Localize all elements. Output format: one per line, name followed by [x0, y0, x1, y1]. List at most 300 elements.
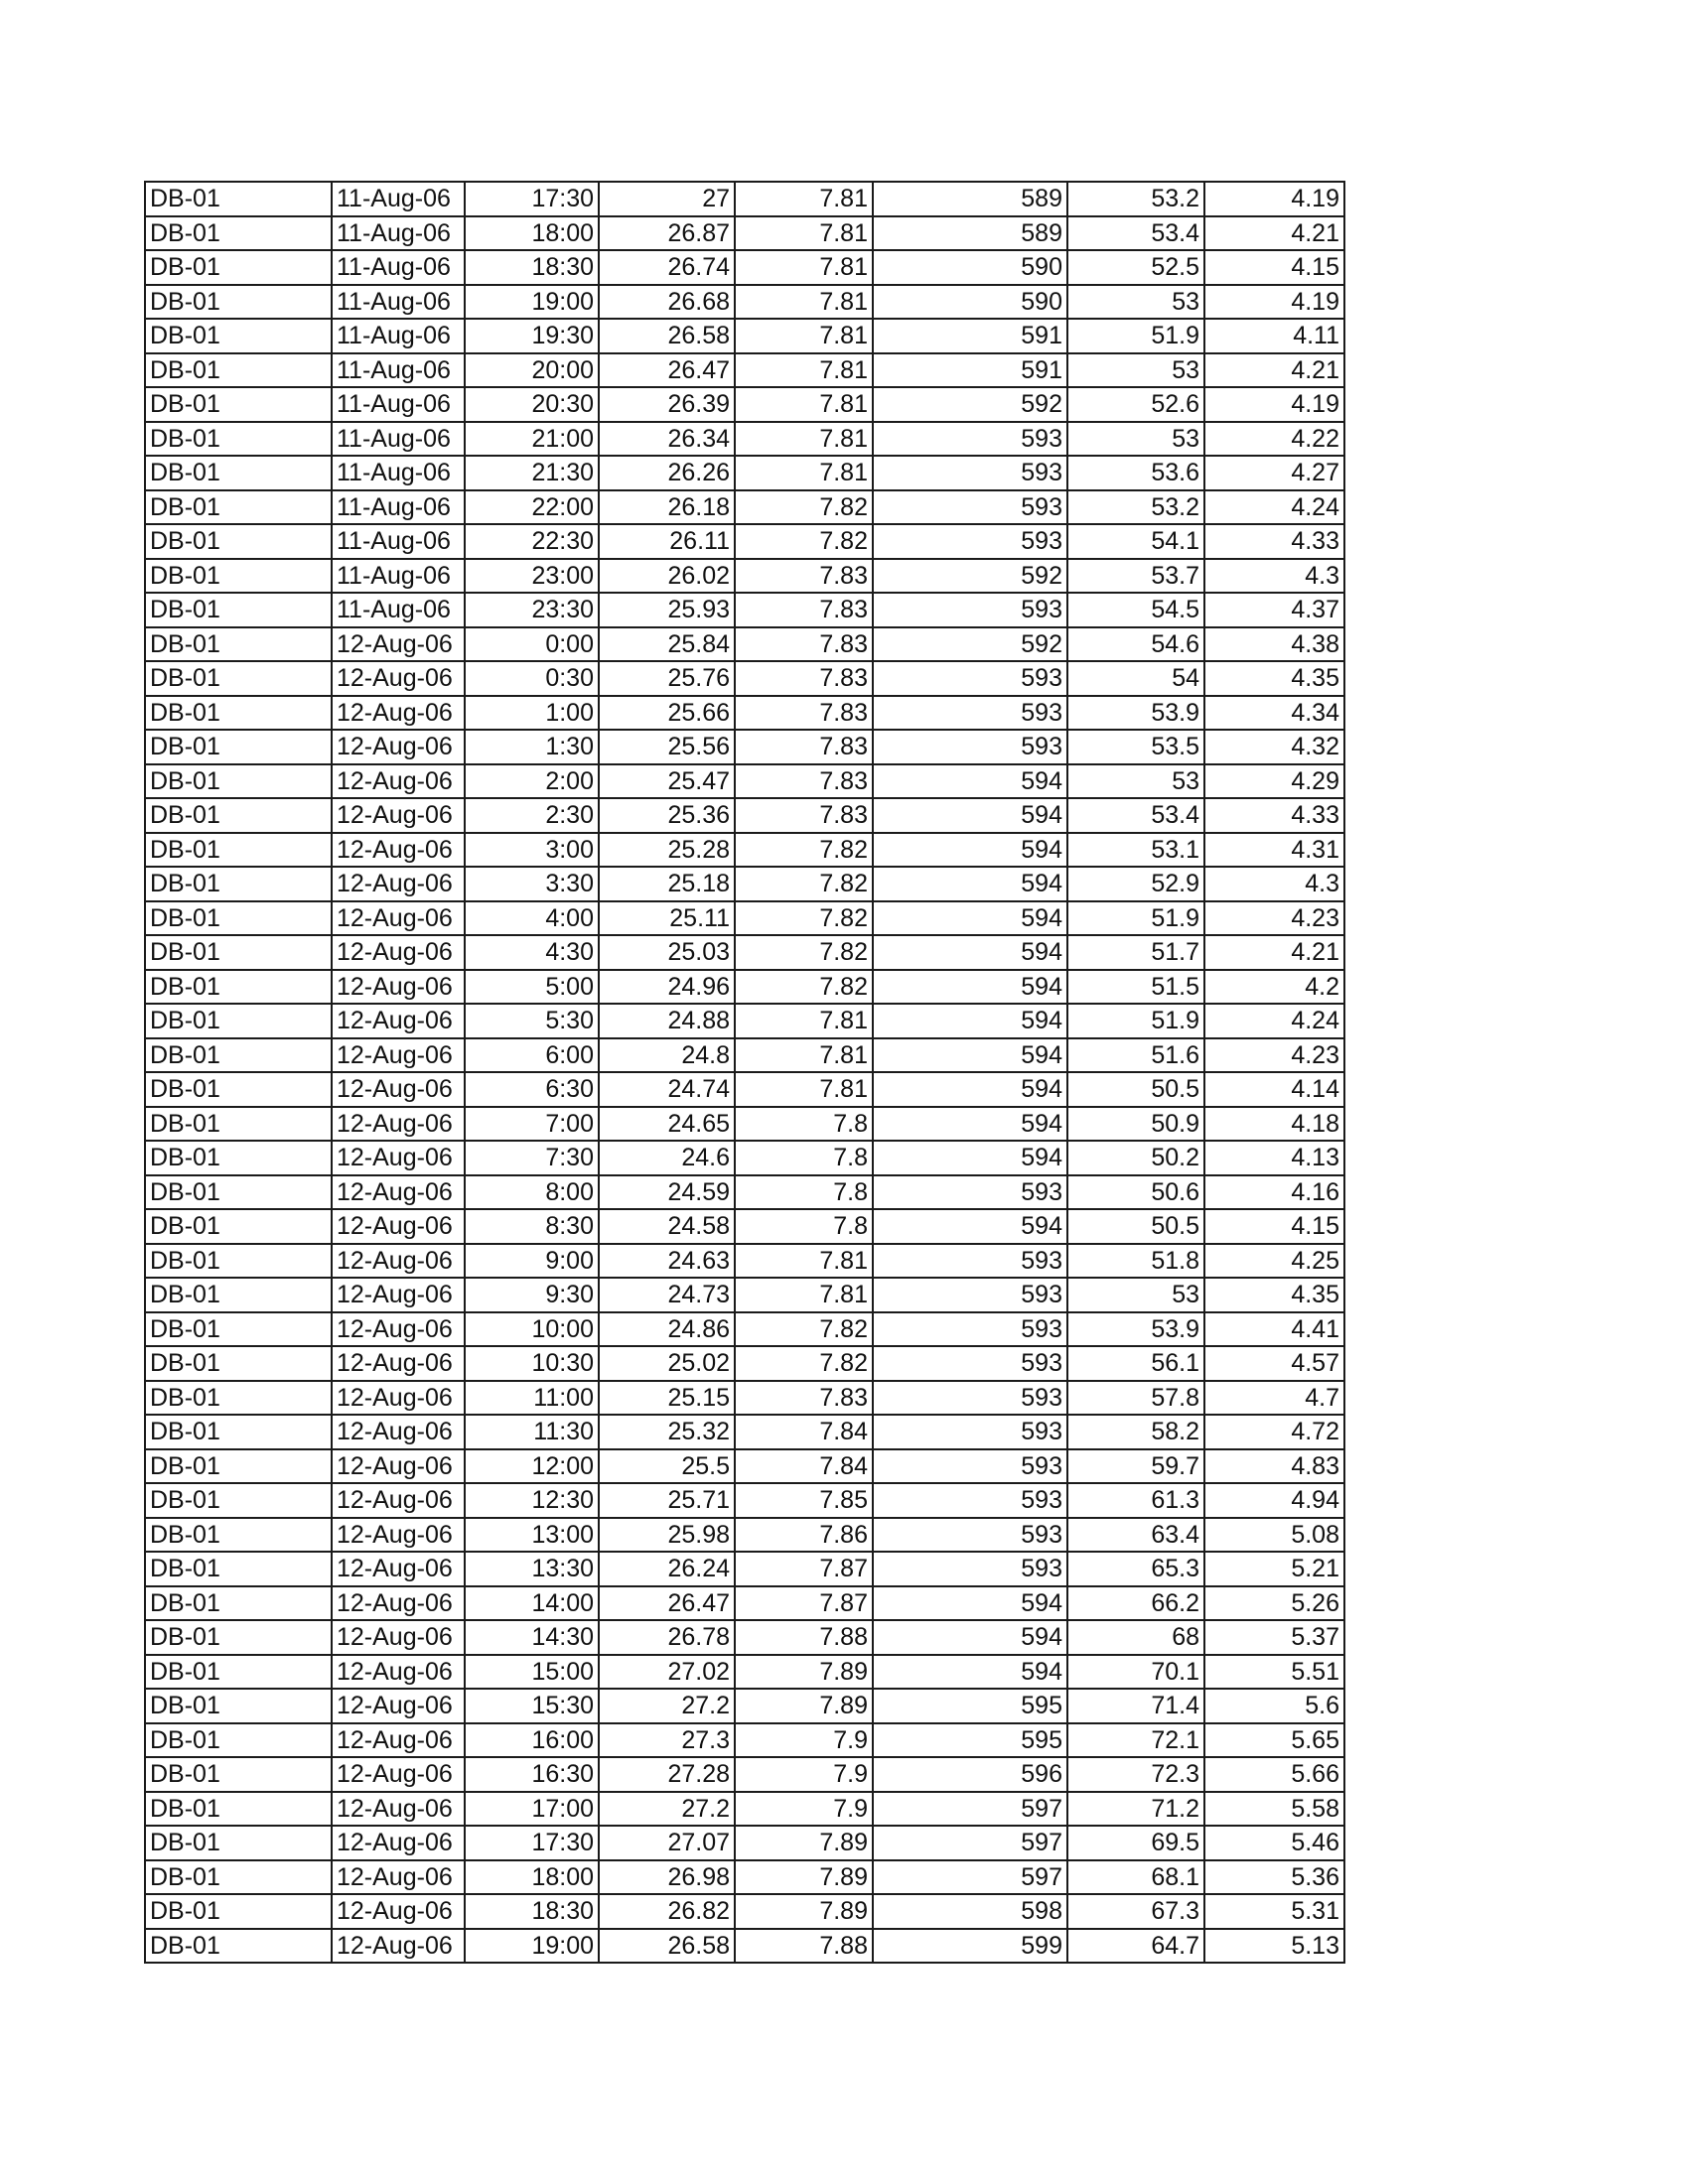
station-id-cell: DB-01 — [145, 1244, 332, 1279]
value-2-cell: 7.83 — [735, 627, 873, 662]
value-4-cell: 52.6 — [1067, 387, 1204, 422]
value-5-cell: 5.65 — [1204, 1723, 1344, 1758]
value-2-cell: 7.8 — [735, 1141, 873, 1175]
date-cell: 12-Aug-06 — [332, 833, 465, 868]
station-id-cell: DB-01 — [145, 833, 332, 868]
value-5-cell: 4.33 — [1204, 798, 1344, 833]
date-cell: 12-Aug-06 — [332, 661, 465, 696]
date-cell: 12-Aug-06 — [332, 1312, 465, 1347]
value-2-cell: 7.82 — [735, 833, 873, 868]
value-1-cell: 26.82 — [599, 1894, 735, 1929]
value-3-cell: 594 — [873, 1655, 1067, 1690]
value-2-cell: 7.83 — [735, 764, 873, 799]
time-cell: 23:30 — [465, 593, 599, 627]
value-1-cell: 26.34 — [599, 422, 735, 457]
value-3-cell: 593 — [873, 490, 1067, 525]
value-3-cell: 593 — [873, 1175, 1067, 1210]
table-row — [145, 182, 1344, 216]
table-row — [145, 250, 1344, 285]
date-cell: 12-Aug-06 — [332, 798, 465, 833]
table-row — [145, 1381, 1344, 1416]
table-row — [145, 1209, 1344, 1244]
date-cell: 12-Aug-06 — [332, 1244, 465, 1279]
value-2-cell: 7.81 — [735, 1244, 873, 1279]
time-cell: 14:30 — [465, 1620, 599, 1655]
date-cell: 12-Aug-06 — [332, 935, 465, 970]
value-1-cell: 26.18 — [599, 490, 735, 525]
value-2-cell: 7.9 — [735, 1757, 873, 1792]
value-4-cell: 61.3 — [1067, 1483, 1204, 1518]
value-4-cell: 53 — [1067, 1278, 1204, 1312]
value-2-cell: 7.89 — [735, 1826, 873, 1860]
value-4-cell: 51.9 — [1067, 319, 1204, 353]
value-2-cell: 7.8 — [735, 1175, 873, 1210]
time-cell: 13:30 — [465, 1552, 599, 1586]
value-3-cell: 594 — [873, 935, 1067, 970]
station-id-cell: DB-01 — [145, 182, 332, 216]
value-4-cell: 53.4 — [1067, 216, 1204, 251]
value-4-cell: 53 — [1067, 764, 1204, 799]
value-4-cell: 53 — [1067, 353, 1204, 388]
value-1-cell: 26.78 — [599, 1620, 735, 1655]
station-id-cell: DB-01 — [145, 901, 332, 936]
value-4-cell: 68 — [1067, 1620, 1204, 1655]
time-cell: 10:30 — [465, 1346, 599, 1381]
date-cell: 12-Aug-06 — [332, 1175, 465, 1210]
value-1-cell: 27.2 — [599, 1792, 735, 1827]
value-3-cell: 594 — [873, 1586, 1067, 1621]
value-3-cell: 593 — [873, 1244, 1067, 1279]
date-cell: 12-Aug-06 — [332, 1004, 465, 1038]
time-cell: 22:30 — [465, 524, 599, 559]
time-cell: 7:30 — [465, 1141, 599, 1175]
value-5-cell: 4.23 — [1204, 901, 1344, 936]
value-2-cell: 7.89 — [735, 1655, 873, 1690]
value-3-cell: 594 — [873, 1209, 1067, 1244]
value-5-cell: 4.31 — [1204, 833, 1344, 868]
table-row — [145, 1072, 1344, 1107]
value-3-cell: 595 — [873, 1723, 1067, 1758]
station-id-cell: DB-01 — [145, 1038, 332, 1073]
time-cell: 1:00 — [465, 696, 599, 731]
station-id-cell: DB-01 — [145, 1620, 332, 1655]
value-3-cell: 592 — [873, 627, 1067, 662]
time-cell: 18:30 — [465, 250, 599, 285]
value-3-cell: 594 — [873, 798, 1067, 833]
value-5-cell: 4.72 — [1204, 1415, 1344, 1449]
station-id-cell: DB-01 — [145, 764, 332, 799]
date-cell: 11-Aug-06 — [332, 593, 465, 627]
table-row — [145, 1312, 1344, 1347]
value-1-cell: 26.87 — [599, 216, 735, 251]
value-3-cell: 593 — [873, 1449, 1067, 1484]
value-4-cell: 59.7 — [1067, 1449, 1204, 1484]
value-4-cell: 50.2 — [1067, 1141, 1204, 1175]
value-3-cell: 593 — [873, 1415, 1067, 1449]
table-row — [145, 627, 1344, 662]
value-5-cell: 4.24 — [1204, 490, 1344, 525]
value-3-cell: 592 — [873, 559, 1067, 594]
date-cell: 11-Aug-06 — [332, 285, 465, 320]
value-4-cell: 51.9 — [1067, 901, 1204, 936]
table-row — [145, 1689, 1344, 1723]
station-id-cell: DB-01 — [145, 490, 332, 525]
time-cell: 4:30 — [465, 935, 599, 970]
value-4-cell: 50.5 — [1067, 1072, 1204, 1107]
station-id-cell: DB-01 — [145, 1072, 332, 1107]
value-1-cell: 26.24 — [599, 1552, 735, 1586]
date-cell: 11-Aug-06 — [332, 319, 465, 353]
value-3-cell: 593 — [873, 524, 1067, 559]
value-2-cell: 7.88 — [735, 1929, 873, 1964]
date-cell: 12-Aug-06 — [332, 1929, 465, 1964]
value-5-cell: 5.37 — [1204, 1620, 1344, 1655]
value-4-cell: 67.3 — [1067, 1894, 1204, 1929]
value-2-cell: 7.82 — [735, 524, 873, 559]
date-cell: 11-Aug-06 — [332, 559, 465, 594]
table-row — [145, 1792, 1344, 1827]
value-1-cell: 27.28 — [599, 1757, 735, 1792]
station-id-cell: DB-01 — [145, 285, 332, 320]
value-2-cell: 7.81 — [735, 456, 873, 490]
time-cell: 1:30 — [465, 730, 599, 764]
date-cell: 11-Aug-06 — [332, 250, 465, 285]
time-cell: 23:00 — [465, 559, 599, 594]
value-4-cell: 51.8 — [1067, 1244, 1204, 1279]
date-cell: 12-Aug-06 — [332, 970, 465, 1005]
table-row — [145, 216, 1344, 251]
station-id-cell: DB-01 — [145, 456, 332, 490]
time-cell: 2:30 — [465, 798, 599, 833]
table-row — [145, 970, 1344, 1005]
date-cell: 11-Aug-06 — [332, 387, 465, 422]
value-4-cell: 57.8 — [1067, 1381, 1204, 1416]
date-cell: 12-Aug-06 — [332, 1038, 465, 1073]
station-id-cell: DB-01 — [145, 1689, 332, 1723]
value-5-cell: 4.19 — [1204, 387, 1344, 422]
value-5-cell: 4.83 — [1204, 1449, 1344, 1484]
value-1-cell: 26.58 — [599, 1929, 735, 1964]
value-1-cell: 25.02 — [599, 1346, 735, 1381]
table-row — [145, 1586, 1344, 1621]
value-1-cell: 27.2 — [599, 1689, 735, 1723]
table-row — [145, 1894, 1344, 1929]
value-1-cell: 25.93 — [599, 593, 735, 627]
table-row — [145, 593, 1344, 627]
value-5-cell: 4.16 — [1204, 1175, 1344, 1210]
time-cell: 6:00 — [465, 1038, 599, 1073]
value-2-cell: 7.84 — [735, 1449, 873, 1484]
table-row — [145, 456, 1344, 490]
value-3-cell: 591 — [873, 353, 1067, 388]
value-5-cell: 4.24 — [1204, 1004, 1344, 1038]
value-3-cell: 595 — [873, 1689, 1067, 1723]
station-id-cell: DB-01 — [145, 1312, 332, 1347]
station-id-cell: DB-01 — [145, 1209, 332, 1244]
date-cell: 12-Aug-06 — [332, 1689, 465, 1723]
value-5-cell: 4.35 — [1204, 1278, 1344, 1312]
value-3-cell: 594 — [873, 764, 1067, 799]
date-cell: 12-Aug-06 — [332, 901, 465, 936]
table-row — [145, 1346, 1344, 1381]
value-1-cell: 24.88 — [599, 1004, 735, 1038]
station-id-cell: DB-01 — [145, 319, 332, 353]
time-cell: 17:30 — [465, 182, 599, 216]
value-3-cell: 593 — [873, 593, 1067, 627]
value-3-cell: 597 — [873, 1792, 1067, 1827]
date-cell: 12-Aug-06 — [332, 1072, 465, 1107]
table-row — [145, 353, 1344, 388]
value-3-cell: 594 — [873, 1004, 1067, 1038]
date-cell: 12-Aug-06 — [332, 1860, 465, 1895]
table-row — [145, 935, 1344, 970]
value-4-cell: 69.5 — [1067, 1826, 1204, 1860]
time-cell: 17:00 — [465, 1792, 599, 1827]
station-id-cell: DB-01 — [145, 1655, 332, 1690]
date-cell: 12-Aug-06 — [332, 1141, 465, 1175]
date-cell: 11-Aug-06 — [332, 216, 465, 251]
value-5-cell: 4.23 — [1204, 1038, 1344, 1073]
time-cell: 8:00 — [465, 1175, 599, 1210]
time-cell: 5:00 — [465, 970, 599, 1005]
time-cell: 21:30 — [465, 456, 599, 490]
value-3-cell: 594 — [873, 833, 1067, 868]
time-cell: 16:30 — [465, 1757, 599, 1792]
value-1-cell: 24.96 — [599, 970, 735, 1005]
table-row — [145, 1038, 1344, 1073]
station-id-cell: DB-01 — [145, 1552, 332, 1586]
table-row — [145, 285, 1344, 320]
value-5-cell: 5.08 — [1204, 1518, 1344, 1553]
value-5-cell: 5.51 — [1204, 1655, 1344, 1690]
value-3-cell: 593 — [873, 456, 1067, 490]
station-id-cell: DB-01 — [145, 1107, 332, 1142]
date-cell: 11-Aug-06 — [332, 490, 465, 525]
date-cell: 12-Aug-06 — [332, 1278, 465, 1312]
station-id-cell: DB-01 — [145, 524, 332, 559]
value-4-cell: 50.6 — [1067, 1175, 1204, 1210]
value-5-cell: 4.21 — [1204, 935, 1344, 970]
value-1-cell: 25.32 — [599, 1415, 735, 1449]
value-5-cell: 4.33 — [1204, 524, 1344, 559]
value-4-cell: 71.2 — [1067, 1792, 1204, 1827]
time-cell: 15:30 — [465, 1689, 599, 1723]
value-1-cell: 25.84 — [599, 627, 735, 662]
date-cell: 12-Aug-06 — [332, 1620, 465, 1655]
table-row — [145, 559, 1344, 594]
date-cell: 12-Aug-06 — [332, 1449, 465, 1484]
station-id-cell: DB-01 — [145, 730, 332, 764]
value-5-cell: 4.38 — [1204, 627, 1344, 662]
time-cell: 9:30 — [465, 1278, 599, 1312]
station-id-cell: DB-01 — [145, 1929, 332, 1964]
value-5-cell: 4.19 — [1204, 285, 1344, 320]
value-4-cell: 51.5 — [1067, 970, 1204, 1005]
time-cell: 14:00 — [465, 1586, 599, 1621]
value-3-cell: 593 — [873, 1278, 1067, 1312]
value-2-cell: 7.83 — [735, 559, 873, 594]
value-1-cell: 25.76 — [599, 661, 735, 696]
value-5-cell: 4.21 — [1204, 216, 1344, 251]
value-1-cell: 25.15 — [599, 1381, 735, 1416]
value-2-cell: 7.87 — [735, 1552, 873, 1586]
value-4-cell: 53.5 — [1067, 730, 1204, 764]
date-cell: 12-Aug-06 — [332, 1107, 465, 1142]
value-2-cell: 7.81 — [735, 182, 873, 216]
value-4-cell: 52.5 — [1067, 250, 1204, 285]
value-5-cell: 5.36 — [1204, 1860, 1344, 1895]
value-4-cell: 70.1 — [1067, 1655, 1204, 1690]
date-cell: 12-Aug-06 — [332, 696, 465, 731]
value-4-cell: 53.7 — [1067, 559, 1204, 594]
value-4-cell: 53 — [1067, 285, 1204, 320]
value-3-cell: 593 — [873, 1346, 1067, 1381]
value-2-cell: 7.82 — [735, 867, 873, 901]
value-3-cell: 590 — [873, 285, 1067, 320]
value-4-cell: 51.7 — [1067, 935, 1204, 970]
value-5-cell: 5.46 — [1204, 1826, 1344, 1860]
table-row — [145, 490, 1344, 525]
value-1-cell: 24.65 — [599, 1107, 735, 1142]
station-id-cell: DB-01 — [145, 1586, 332, 1621]
value-5-cell: 4.21 — [1204, 353, 1344, 388]
table-row — [145, 730, 1344, 764]
date-cell: 12-Aug-06 — [332, 1655, 465, 1690]
value-1-cell: 26.26 — [599, 456, 735, 490]
value-2-cell: 7.8 — [735, 1209, 873, 1244]
station-id-cell: DB-01 — [145, 250, 332, 285]
station-id-cell: DB-01 — [145, 422, 332, 457]
value-5-cell: 5.66 — [1204, 1757, 1344, 1792]
value-5-cell: 4.41 — [1204, 1312, 1344, 1347]
value-3-cell: 599 — [873, 1929, 1067, 1964]
table-row — [145, 387, 1344, 422]
time-cell: 3:30 — [465, 867, 599, 901]
value-5-cell: 4.15 — [1204, 250, 1344, 285]
value-1-cell: 25.18 — [599, 867, 735, 901]
table-row — [145, 1929, 1344, 1964]
value-2-cell: 7.83 — [735, 593, 873, 627]
table-row — [145, 422, 1344, 457]
value-1-cell: 24.59 — [599, 1175, 735, 1210]
value-4-cell: 53.9 — [1067, 1312, 1204, 1347]
value-3-cell: 592 — [873, 387, 1067, 422]
date-cell: 12-Aug-06 — [332, 1415, 465, 1449]
table-row — [145, 1483, 1344, 1518]
time-cell: 17:30 — [465, 1826, 599, 1860]
date-cell: 12-Aug-06 — [332, 1586, 465, 1621]
station-id-cell: DB-01 — [145, 970, 332, 1005]
table-row — [145, 1175, 1344, 1210]
value-1-cell: 25.03 — [599, 935, 735, 970]
value-1-cell: 24.6 — [599, 1141, 735, 1175]
time-cell: 20:00 — [465, 353, 599, 388]
station-id-cell: DB-01 — [145, 798, 332, 833]
value-2-cell: 7.83 — [735, 1381, 873, 1416]
table-row — [145, 1107, 1344, 1142]
value-5-cell: 4.18 — [1204, 1107, 1344, 1142]
value-4-cell: 65.3 — [1067, 1552, 1204, 1586]
value-3-cell: 594 — [873, 867, 1067, 901]
station-id-cell: DB-01 — [145, 1175, 332, 1210]
station-id-cell: DB-01 — [145, 1004, 332, 1038]
station-id-cell: DB-01 — [145, 867, 332, 901]
value-2-cell: 7.81 — [735, 387, 873, 422]
table-row — [145, 867, 1344, 901]
value-5-cell: 4.2 — [1204, 970, 1344, 1005]
value-3-cell: 594 — [873, 970, 1067, 1005]
value-3-cell: 589 — [873, 216, 1067, 251]
value-3-cell: 593 — [873, 696, 1067, 731]
value-5-cell: 4.11 — [1204, 319, 1344, 353]
value-1-cell: 24.8 — [599, 1038, 735, 1073]
value-4-cell: 51.9 — [1067, 1004, 1204, 1038]
value-1-cell: 25.71 — [599, 1483, 735, 1518]
table-row — [145, 1860, 1344, 1895]
station-id-cell: DB-01 — [145, 1278, 332, 1312]
value-4-cell: 51.6 — [1067, 1038, 1204, 1073]
time-cell: 7:00 — [465, 1107, 599, 1142]
value-1-cell: 25.5 — [599, 1449, 735, 1484]
value-1-cell: 26.98 — [599, 1860, 735, 1895]
date-cell: 12-Aug-06 — [332, 1826, 465, 1860]
value-1-cell: 26.47 — [599, 1586, 735, 1621]
date-cell: 12-Aug-06 — [332, 867, 465, 901]
value-2-cell: 7.9 — [735, 1723, 873, 1758]
value-5-cell: 4.29 — [1204, 764, 1344, 799]
station-id-cell: DB-01 — [145, 1792, 332, 1827]
table-row — [145, 1757, 1344, 1792]
value-3-cell: 591 — [873, 319, 1067, 353]
value-1-cell: 26.11 — [599, 524, 735, 559]
station-id-cell: DB-01 — [145, 216, 332, 251]
date-cell: 12-Aug-06 — [332, 1757, 465, 1792]
date-cell: 12-Aug-06 — [332, 764, 465, 799]
value-4-cell: 56.1 — [1067, 1346, 1204, 1381]
station-id-cell: DB-01 — [145, 1826, 332, 1860]
table-row — [145, 1449, 1344, 1484]
value-2-cell: 7.81 — [735, 422, 873, 457]
value-4-cell: 63.4 — [1067, 1518, 1204, 1553]
time-cell: 4:00 — [465, 901, 599, 936]
date-cell: 12-Aug-06 — [332, 1209, 465, 1244]
value-4-cell: 54 — [1067, 661, 1204, 696]
value-1-cell: 24.74 — [599, 1072, 735, 1107]
value-4-cell: 58.2 — [1067, 1415, 1204, 1449]
table-row — [145, 1552, 1344, 1586]
station-id-cell: DB-01 — [145, 935, 332, 970]
station-id-cell: DB-01 — [145, 353, 332, 388]
value-2-cell: 7.81 — [735, 1072, 873, 1107]
time-cell: 12:30 — [465, 1483, 599, 1518]
value-1-cell: 26.74 — [599, 250, 735, 285]
value-5-cell: 4.7 — [1204, 1381, 1344, 1416]
value-2-cell: 7.83 — [735, 730, 873, 764]
table-row — [145, 1278, 1344, 1312]
value-5-cell: 4.94 — [1204, 1483, 1344, 1518]
value-3-cell: 594 — [873, 1072, 1067, 1107]
value-5-cell: 5.58 — [1204, 1792, 1344, 1827]
table-body — [145, 182, 1344, 1963]
value-4-cell: 53.9 — [1067, 696, 1204, 731]
time-cell: 9:00 — [465, 1244, 599, 1279]
time-cell: 19:30 — [465, 319, 599, 353]
value-4-cell: 50.9 — [1067, 1107, 1204, 1142]
time-cell: 20:30 — [465, 387, 599, 422]
value-3-cell: 593 — [873, 422, 1067, 457]
value-1-cell: 25.11 — [599, 901, 735, 936]
table-row — [145, 524, 1344, 559]
